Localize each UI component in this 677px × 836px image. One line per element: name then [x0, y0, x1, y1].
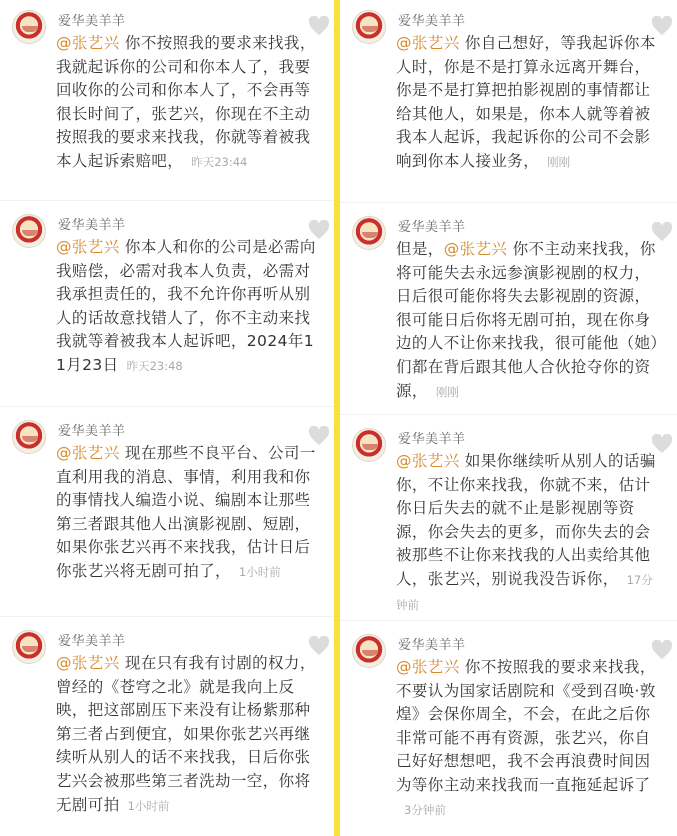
avatar[interactable]: [352, 634, 386, 668]
avatar[interactable]: [352, 216, 386, 250]
comment-text: [56, 652, 316, 818]
comment-body: 现在只有我有讨剧的权力，曾经的《苍穹之北》就是我向上反映，把这部剧压下来没有让杨紫那种第三者占到便宜，如果你张艺兴再继续听从别人的话不来找我，日后你张艺兴会被那些第三者洗劫一空，你将无剧可拍: [56, 654, 316, 814]
comment-text: [396, 450, 659, 617]
comment-card: [340, 0, 677, 200]
mention-link[interactable]: @张艺兴: [396, 34, 460, 52]
comment-text: [56, 32, 316, 175]
comment-body: 你自己想好，等我起诉你本人时，你是不是打算永远离开舞台，你是不是打算把拍影视剧的事情都让给其他人，如果是，你本人就等着被我本人起诉，我起诉你的公司不会影响到你本人接业务，: [396, 34, 656, 170]
divider: [340, 414, 677, 415]
comment-text: [56, 236, 316, 379]
timestamp: 1小时前: [127, 798, 170, 813]
mention-link[interactable]: @张艺兴: [56, 444, 120, 462]
username[interactable]: 爱华美羊羊: [58, 14, 126, 29]
divider: [340, 202, 677, 203]
comment-card: [0, 620, 334, 836]
username[interactable]: 爱华美羊羊: [58, 424, 126, 439]
username[interactable]: 爱华美羊羊: [58, 634, 126, 649]
comment-prefix: 但是，: [396, 240, 444, 258]
avatar[interactable]: [352, 10, 386, 44]
timestamp: 3分钟前: [404, 802, 446, 817]
avatar[interactable]: [12, 630, 46, 664]
username[interactable]: 爱华美羊羊: [398, 638, 466, 653]
right-comment-column: [340, 0, 677, 836]
avatar[interactable]: [352, 428, 386, 462]
mention-link[interactable]: @张艺兴: [396, 452, 460, 470]
divider: [0, 616, 334, 617]
timestamp: 昨天23:48: [126, 358, 183, 373]
timestamp: 17分钟前: [396, 572, 653, 612]
timestamp: 1小时前: [238, 564, 281, 579]
comment-body: 你不主动来找我，你将可能失去永远参演影视剧的权力，日后很可能你将失去影视剧的资源，很可能日后你将无剧可拍，现在你身边的人不让你来找我，很可能他（她）们都在背后跟其他人合伙抢夺你的资源，: [396, 240, 659, 400]
username[interactable]: 爱华美羊羊: [398, 432, 466, 447]
username[interactable]: 爱华美羊羊: [398, 220, 466, 235]
comment-text: [396, 32, 659, 175]
mention-link[interactable]: @张艺兴: [56, 34, 120, 52]
comment-body: 你本人和你的公司是必需向我赔偿，必需对我本人负责，必需对我承担责任的，我不允许你再听从别人的话故意找错人了，你不主动来找我就等着被我本人起诉吧，2024年11月23日: [56, 238, 316, 374]
timestamp: 刚刚: [547, 154, 571, 169]
mention-link[interactable]: @张艺兴: [56, 238, 120, 256]
avatar[interactable]: [12, 214, 46, 248]
mention-link[interactable]: @张艺兴: [396, 658, 460, 676]
comment-card: [340, 418, 677, 618]
comment-card: [0, 0, 334, 200]
timestamp: 昨天23:44: [191, 154, 248, 169]
mention-link[interactable]: @张艺兴: [56, 654, 120, 672]
username[interactable]: 爱华美羊羊: [58, 218, 126, 233]
comment-text: [396, 238, 659, 404]
mention-link[interactable]: @张艺兴: [443, 240, 508, 258]
username[interactable]: 爱华美羊羊: [398, 14, 466, 29]
comment-text: [396, 656, 659, 822]
avatar[interactable]: [12, 10, 46, 44]
divider: [0, 200, 334, 201]
comment-card: [0, 410, 334, 620]
divider: [340, 620, 677, 621]
left-comment-column: [0, 0, 334, 836]
comment-body: 你不按照我的要求来找我，不要认为国家话剧院和《受到召唤·敦煌》会保你周全，不会，在此之后你非常可能不再有资源，张艺兴，你自己好好想想吧，我不会再浪费时间因为等你主动来找我而一直拖延起诉了: [396, 658, 656, 794]
comment-body: 你不按照我的要求来找我，我就起诉你的公司和你本人了，我要回收你的公司和你本人了，不会再等很长时间了，张艺兴，你现在不主动按照我的要求来找我，你就等着被我本人起诉索赔吧，: [56, 34, 316, 170]
comment-body: 如果你继续听从别人的话骗你，不让你来找我，你就不来，估计你日后失去的就不止是影视剧等资源，你会失去的更多，而你失去的会被那些不让你来找我的人出卖给其他人，张艺兴，别说我没告诉你，: [396, 452, 656, 588]
comment-card: [0, 204, 334, 404]
divider: [0, 406, 334, 407]
comment-card: [340, 624, 677, 836]
comment-body: 现在那些不良平台、公司一直利用我的消息、事情，利用我和你的事情找人编造小说、编剧本让那些第三者跟其他人出演影视剧、短剧，如果你张艺兴再不来找我，估计日后你张艺兴将无剧可拍了，: [56, 444, 316, 580]
comment-card: [340, 206, 677, 412]
avatar[interactable]: [12, 420, 46, 454]
timestamp: 刚刚: [435, 384, 459, 399]
comment-text: [56, 442, 316, 585]
